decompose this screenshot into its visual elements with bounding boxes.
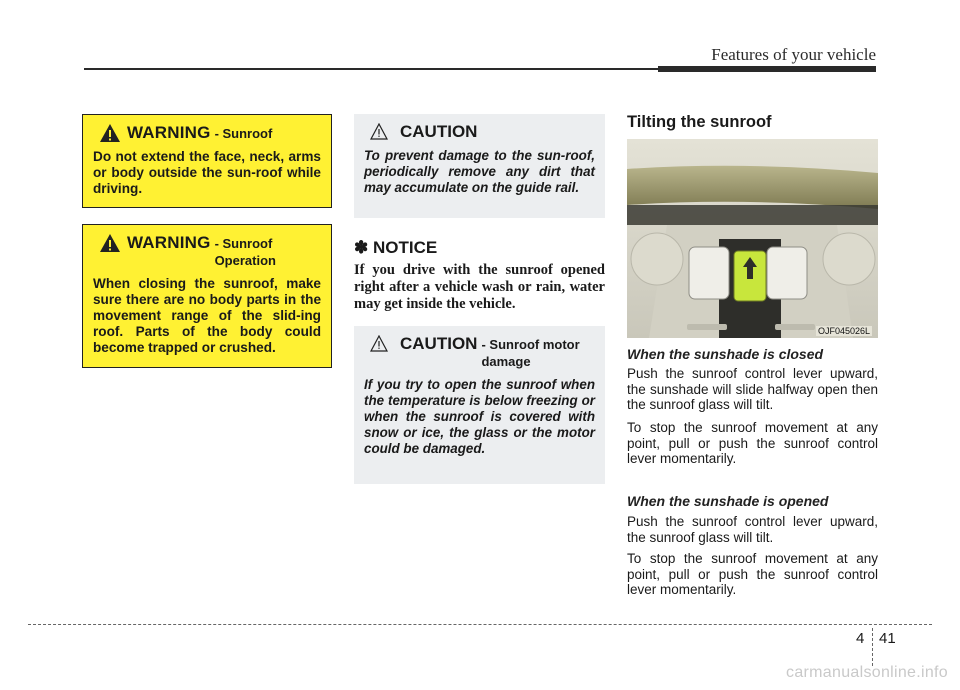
header-section-title: Features of your vehicle: [711, 45, 876, 64]
watermark: carmanualsonline.info: [786, 664, 948, 681]
caution-text: To prevent damage to the sun-roof, periodically remove any dirt that may accumulate on the guide rail.: [364, 148, 595, 195]
warning-triangle-icon: [99, 123, 121, 143]
sunroof-console-illustration: [627, 139, 878, 338]
closed-subheading: When the sunshade is closed: [627, 346, 824, 362]
caution-triangle-icon: [370, 335, 388, 352]
caution-heading: [364, 334, 595, 371]
page-number: 41: [879, 630, 896, 647]
caution-label: CAUTION: [400, 122, 478, 141]
opened-paragraph-2: To stop the sunroof movement at any point, pull or push the sunroof control lever momentarily.: [627, 551, 878, 597]
page-number-divider: [872, 628, 873, 666]
warning-text: Do not extend the face, neck, arms or body outside the sun-roof while driving.: [93, 149, 321, 196]
opened-subheading: When the sunshade is opened: [627, 493, 829, 509]
caution-box-motor-damage: [354, 326, 605, 484]
warning-heading: [93, 123, 321, 143]
closed-paragraph-1: Push the sunroof control lever upward, the sunshade will slide halfway open then the sunroof glass will tilt.: [627, 366, 878, 412]
warning-label: WARNING: [127, 233, 211, 252]
warning-heading: [93, 233, 321, 270]
notice-title: ✽ NOTICE: [354, 238, 438, 257]
warning-text: When closing the sunroof, make sure there are no body parts in the movement range of the slid-ing roof. Parts of the body could become trapped or crushed.: [93, 275, 321, 355]
caution-box-guide-rail: [354, 114, 605, 218]
caution-label: CAUTION: [400, 334, 478, 353]
warning-box-sunroof: [82, 114, 332, 208]
sunroof-control-photo: [627, 139, 878, 338]
caution-text: If you try to open the sunroof when the temperature is below freezing or when the sunroof is covered with snow or ice, the glass or the motor could be damaged.: [364, 376, 595, 456]
footer-rule: [28, 624, 932, 625]
warning-triangle-icon: [99, 233, 121, 253]
caution-heading: [364, 122, 595, 142]
notice-text: If you drive with the sunroof opened right after a vehicle wash or rain, water may get inside the vehicle.: [354, 262, 605, 312]
caution-subject: - Sunroof motor damage: [481, 337, 580, 369]
tilting-section-title: Tilting the sunroof: [627, 113, 772, 131]
warning-subject: - Sunroof: [214, 126, 273, 141]
warning-label: WARNING: [127, 123, 211, 142]
opened-paragraph-1: Push the sunroof control lever upward, the sunroof glass will tilt.: [627, 514, 878, 545]
warning-box-sunroof-operation: [82, 224, 332, 368]
caution-triangle-icon: [370, 123, 388, 140]
warning-subject: - Sunroof Operation: [214, 236, 276, 268]
header-rule-accent: [658, 66, 876, 72]
closed-paragraph-2: To stop the sunroof movement at any point, pull or push the sunroof control lever momentarily.: [627, 420, 878, 466]
image-code: OJF045026L: [817, 326, 870, 336]
chapter-number: 4: [856, 630, 865, 647]
